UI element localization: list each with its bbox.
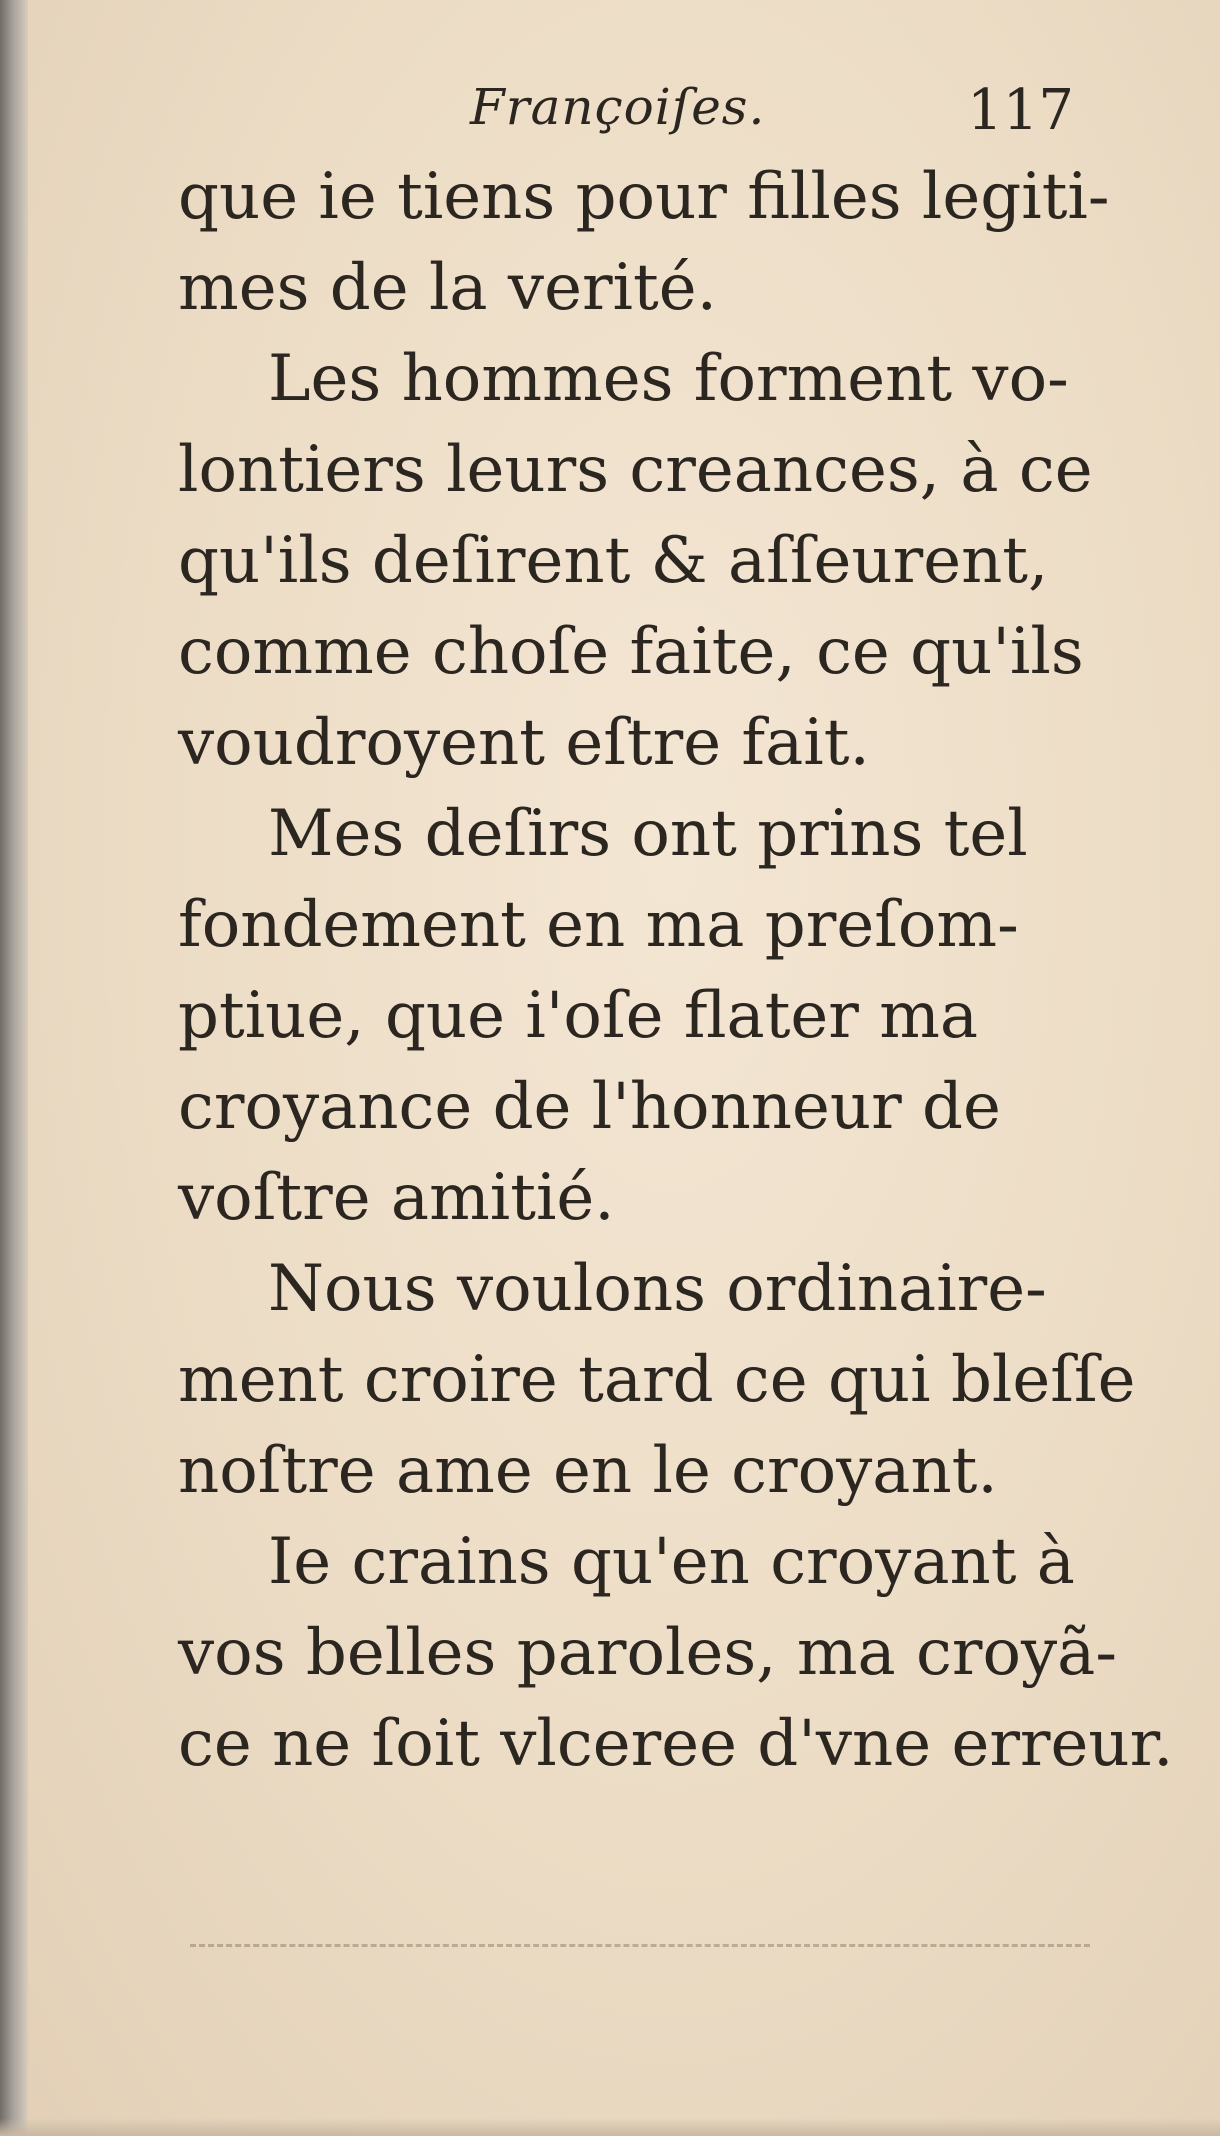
paragraph-start-line: Mes deſirs ont prins tel [268,797,1028,871]
bottom-rule [190,1944,1090,1947]
text-line: ce ne ſoit vlceree d'vne erreur. [178,1707,1174,1781]
text-line: ment croire tard ce qui bleſſe [178,1343,1136,1417]
paragraph-start-line: Ie crains qu'en croyant à [268,1525,1075,1599]
text-line: ptiue, que i'oſe flater ma [178,979,979,1053]
text-line: vos belles paroles, ma croyã- [178,1616,1117,1690]
running-header [470,78,1090,148]
paragraph-start-line: Nous voulons ordinaire- [268,1252,1047,1326]
page-number: 117 [967,78,1074,143]
running-title: Françoiſes. [470,78,766,136]
text-line: fondement en ma preſom- [178,888,1019,962]
body-text [178,152,1174,1790]
text-line: voudroyent eſtre fait. [178,706,870,780]
page-bottom-edge [0,2118,1220,2136]
text-line: lontiers leurs creances, à ce [178,433,1093,507]
text-line: croyance de l'honneur de [178,1070,1001,1144]
text-line: qu'ils deſirent & aſſeurent, [178,524,1049,598]
text-line: noſtre ame en le croyant. [178,1434,998,1508]
text-line: mes de la verité. [178,251,717,325]
page-gutter-shadow [0,0,28,2136]
text-line: que ie tiens pour filles legiti- [178,160,1110,234]
text-line: voſtre amitié. [178,1161,615,1235]
paragraph-start-line: Les hommes forment vo- [268,342,1069,416]
text-line: comme choſe faite, ce qu'ils [178,615,1084,689]
